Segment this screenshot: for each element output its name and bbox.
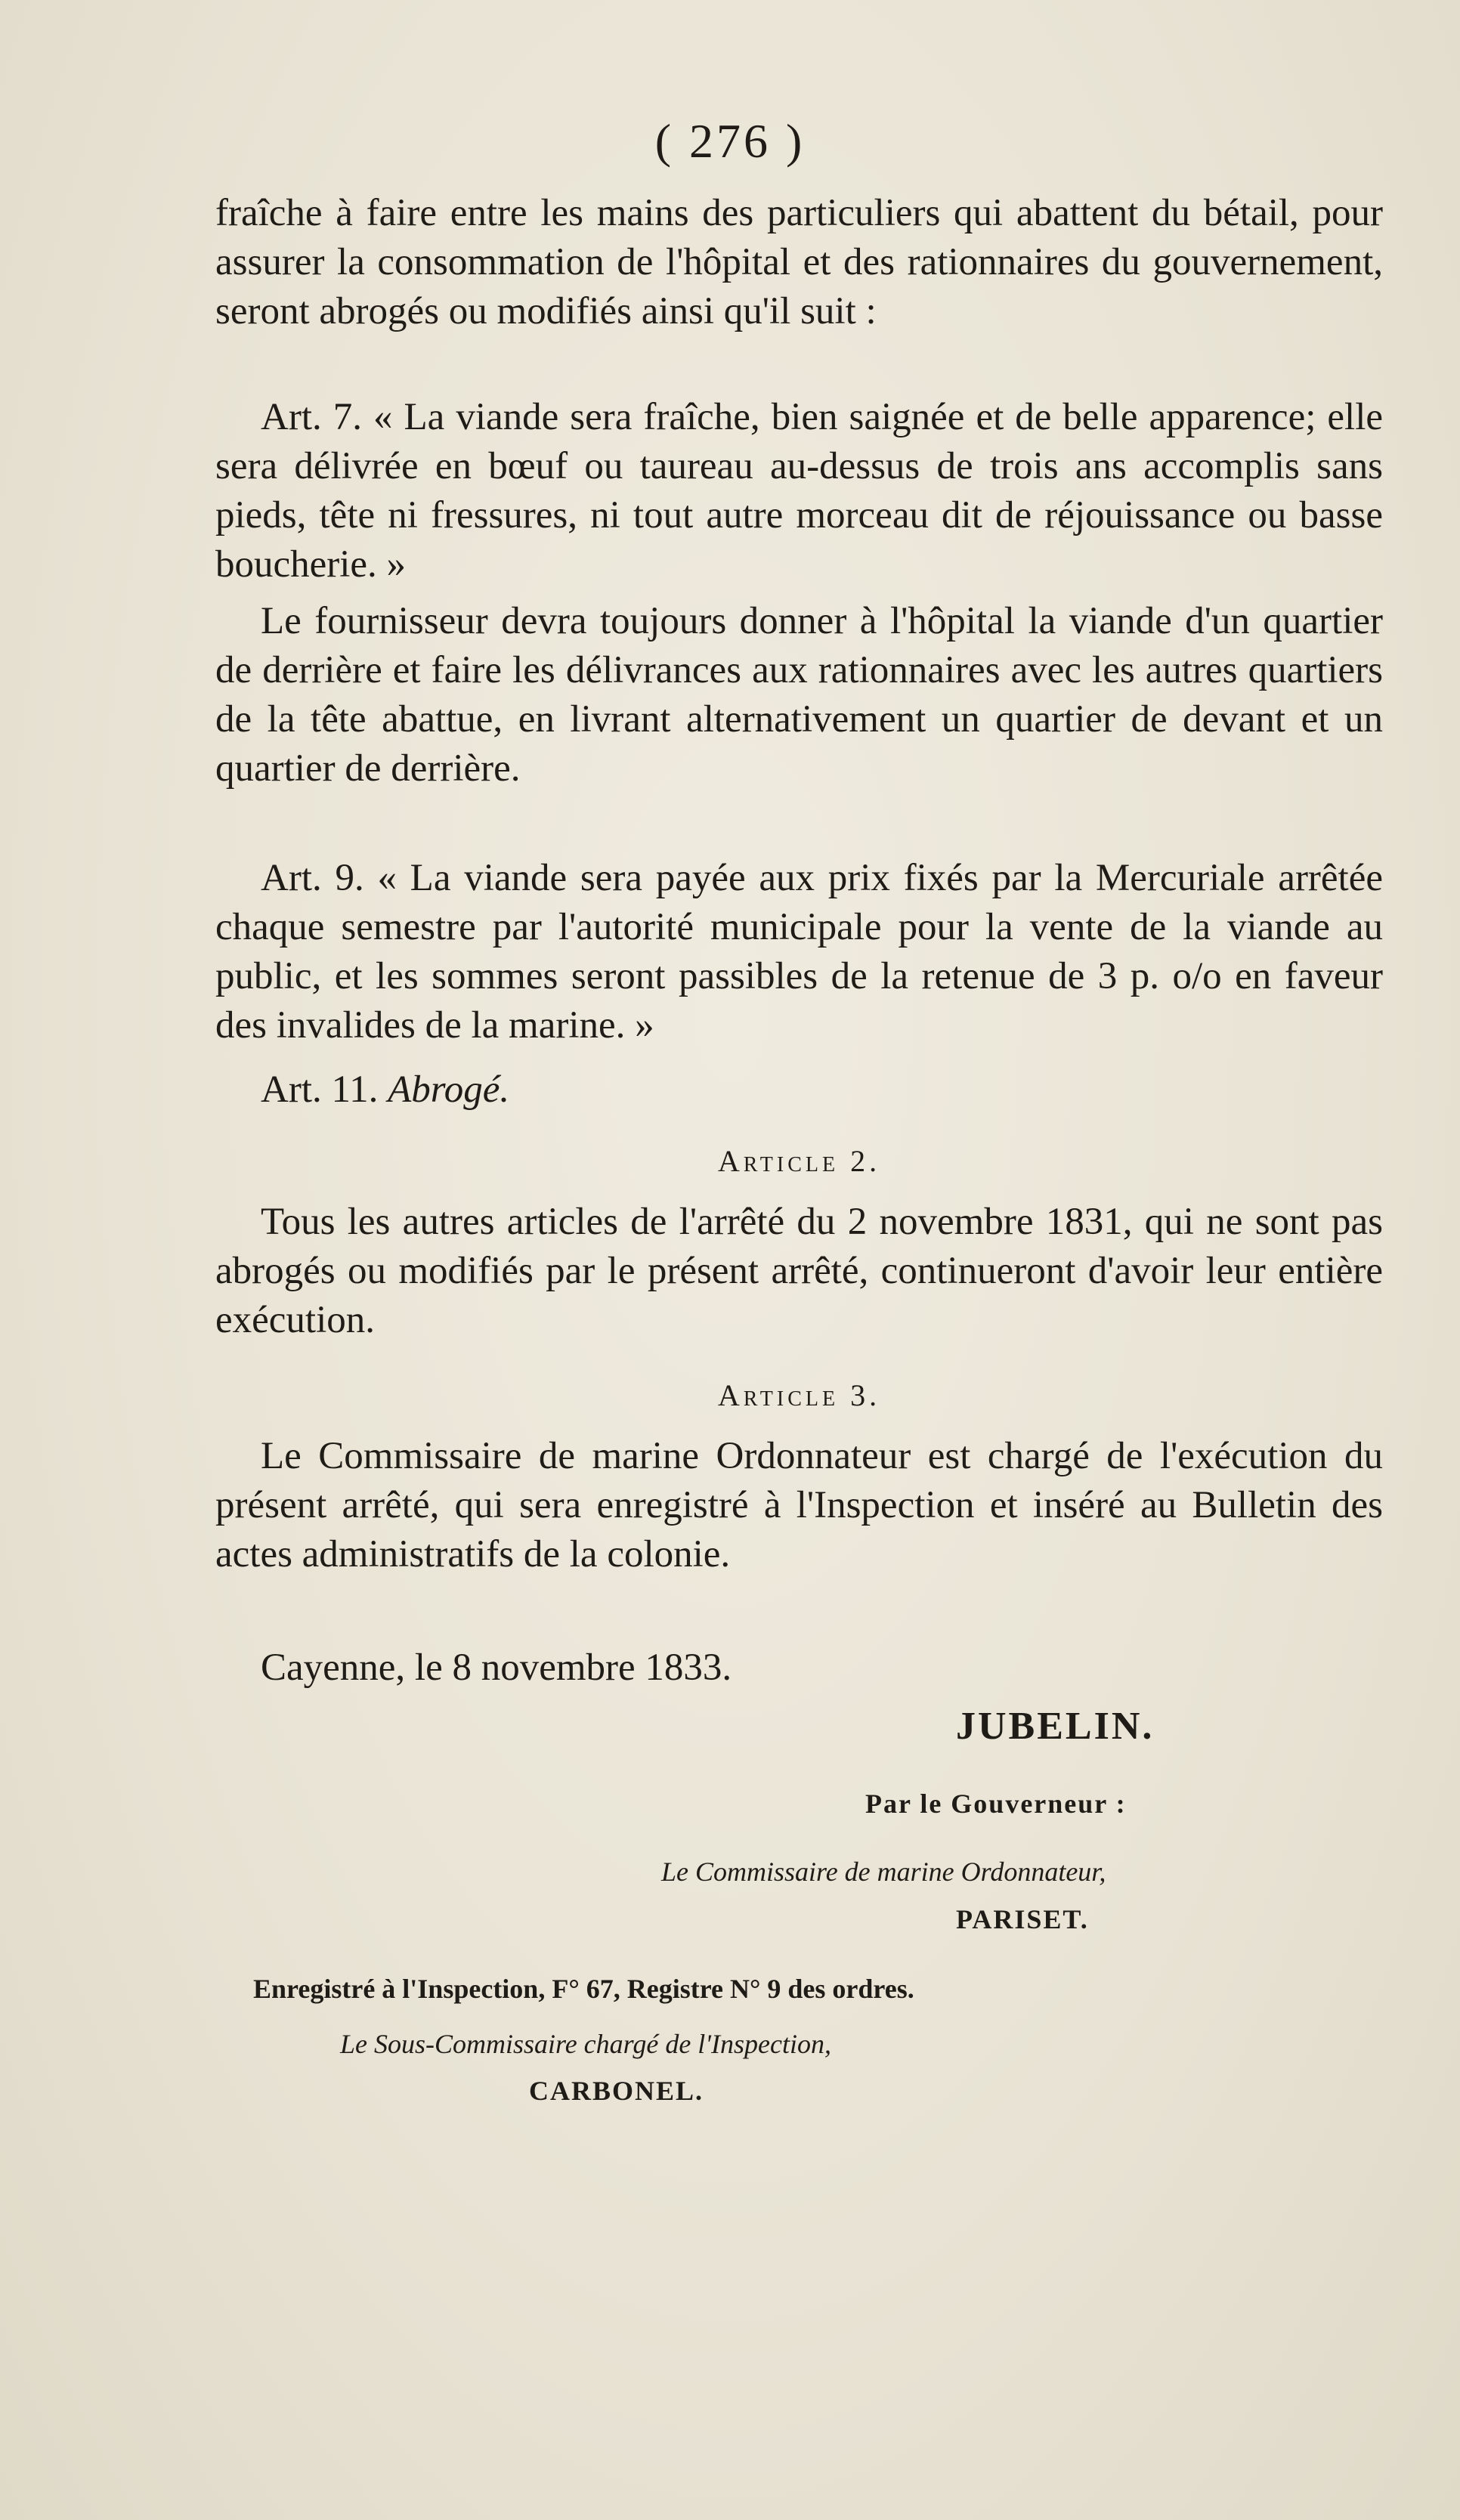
paragraph-article-3: Le Commissaire de marine Ordonnateur est chargé de l'exécution du présent arrêté, qui sera enregistré à l'Inspection et inséré au Bulletin des actes administratifs de la colonie. <box>215 1435 1383 1575</box>
article-2-body <box>215 1198 1383 1345</box>
article-9 <box>215 854 1383 1050</box>
paragraph-article-2: Tous les autres articles de l'arrêté du 2 novembre 1831, qui ne sont pas abrogés ou modifiés par le présent arrêté, continueront d'avoir leur entière exécution. <box>215 1201 1383 1341</box>
date-line: Cayenne, le 8 novembre 1833. <box>261 1647 732 1689</box>
art-11-label: Art. 11. <box>261 1068 379 1111</box>
paragraph-art-7: Art. 7. « La viande sera fraîche, bien saignée et de belle apparence; elle sera délivrée en bœuf ou taureau au-dessus de trois ans accomplis sans pieds, tête ni fressures, ni tout autre morceau dit de réjouissance ou basse boucherie. » <box>215 396 1383 586</box>
article-3-body <box>215 1432 1383 1579</box>
paragraph-continuation: fraîche à faire entre les mains des particuliers qui abattent du bétail, pour assurer la consommation de l'hôpital et des rationnaires du gouvernement, seront abrogés ou modifiés ainsi qu'il suit : <box>215 192 1383 332</box>
article-3-heading-block <box>215 1360 1383 1429</box>
article-11 <box>215 1065 1383 1115</box>
fournisseur-paragraph <box>215 597 1383 793</box>
commissaire-name: PARISET. <box>956 1904 1089 1934</box>
paragraph-art-9: Art. 9. « La viande sera payée aux prix fixés par la Mercuriale arrêtée chaque semestre par l'autorité municipale pour la vente de la viande au public, et les sommes seront passibles de la retenue de 3 p. o/o en faveur des invalides de la marine. » <box>215 857 1383 1047</box>
commissaire-title: Le Commissaire de marine Ordonnateur, <box>661 1857 1106 1887</box>
sous-commissaire-name: CARBONEL. <box>529 2076 704 2106</box>
page-number: ( 276 ) <box>654 114 806 168</box>
article-3-heading: Article 3. <box>717 1378 881 1412</box>
paragraph-fournisseur: Le fournisseur devra toujours donner à l'hôpital la viande d'un quartier de derrière et faire les délivrances aux rationnaires avec les autres quartiers de la tête abattue, en livrant alternativement un quartier de devant et un quartier de derrière. <box>215 600 1383 790</box>
sous-commissaire-title: Le Sous-Commissaire chargé de l'Inspection, <box>340 2029 831 2059</box>
body-text <box>215 189 1383 336</box>
article-2-heading: Article 2. <box>717 1144 881 1178</box>
article-7 <box>215 393 1383 589</box>
paragraph-art-11 <box>215 1065 1383 1115</box>
signature-jubelin: JUBELIN. <box>956 1705 1155 1748</box>
par-le-gouverneur: Par le Gouverneur : <box>865 1789 1127 1819</box>
enregistre-line: Enregistré à l'Inspection, F° 67, Registre N° 9 des ordres. <box>253 1974 914 2004</box>
date-line-block <box>215 1643 1383 1693</box>
article-2-heading-block <box>215 1126 1383 1195</box>
art-11-abroge: Abrogé. <box>388 1068 510 1111</box>
